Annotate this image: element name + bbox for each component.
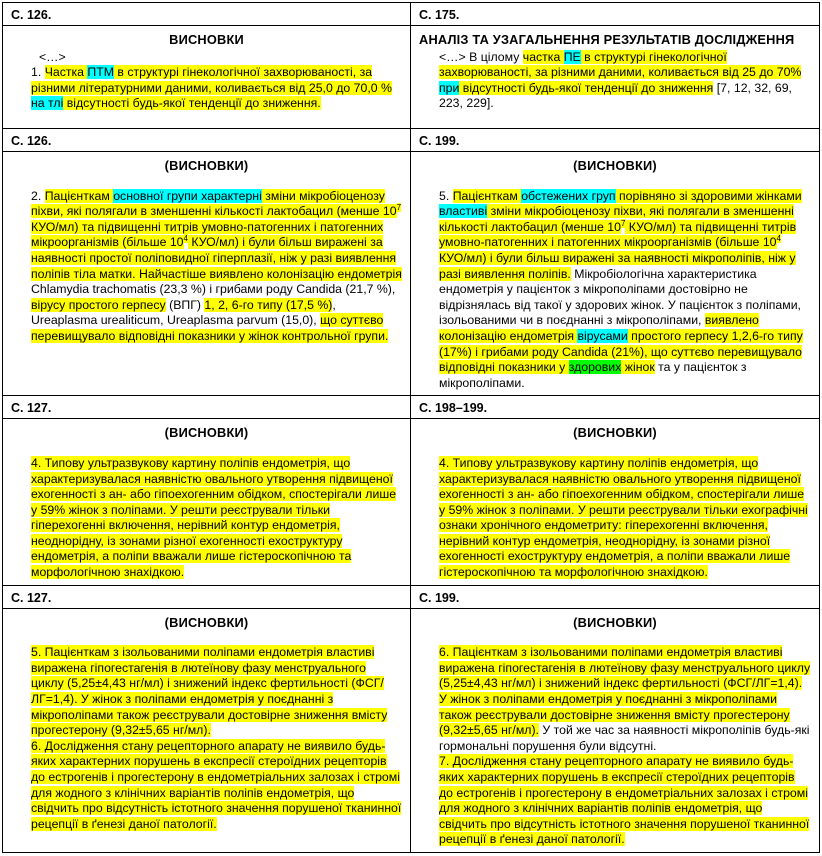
content-row xyxy=(3,26,820,129)
page-ref-row xyxy=(3,396,820,419)
paragraph: 4. Типову ультразвукову картину поліпів ендометрія, що характеризувалася наявністю овального утворення підвищеної ехогенності з ан- або гіпоехогенним обідком, спостерігали лише у 59% жінок з поліпами. У решти реєстрували тільки ехографічні ознаки хронічного ендометриту: гіперехогенні включення, нерівний контур ендометрія, неоднорідну, із зонами різної ехогенності ехоструктуру ендометрія, а поліпи вважали лише гістероскопічною та морфологічною знахідкою. xyxy=(439,455,808,580)
left-page-ref: С. 126. xyxy=(3,129,411,152)
right-page-ref: С. 198–199. xyxy=(411,396,820,419)
left-cell xyxy=(3,26,411,129)
right-cell xyxy=(411,152,820,396)
left-cell xyxy=(3,152,411,396)
left-cell xyxy=(3,419,411,585)
paragraph: <…> В цілому частка ПЕ в структурі гінекологічної захворюваності, за різними даними, коливається від 25 до 70% при відсутності будь-якої тенденції до зниження [7, 12, 32, 69, 223, 229]. xyxy=(439,49,802,111)
content-row xyxy=(3,419,820,585)
content-row xyxy=(3,152,820,396)
paragraph: 2. Пацієнткам основної групи характерні зміни мікробіоценозу піхви, які полягали в зменшенні кількості лактобацил (менше $10^7$ КУО/мл) та підвищенні титрів умовно-патогенних і патогенних мікроорганізмів (більше $10^4$ КУО/мл) і були більш виражені за наявності простої поліповидної гіперплазії, ніж у разі виявлення поліпів тіла матки. Найчастіше виявлено колонізацію ендометрія Chlamydia trachomatis (23,3 %) і грибами роду Candida (21,7 %), вірусу простого герпесу (ВПГ) 1, 2, 6-го типу (17,5 %), Ureaplasma urealiticum, Ureaplasma parvum (15,0), що суттєво перевищувало відповідні показники у жінок контрольної групи. xyxy=(31,188,402,343)
section-heading: (ВИСНОВКИ) xyxy=(573,158,657,173)
page-ref-row xyxy=(3,585,820,608)
left-page-ref: С. 126. xyxy=(3,3,411,26)
right-cell xyxy=(411,419,820,585)
section-heading: (ВИСНОВКИ) xyxy=(164,614,249,630)
comparison-table xyxy=(2,2,820,853)
page-ref-row xyxy=(3,129,820,152)
section-heading: (ВИСНОВКИ) xyxy=(164,158,249,173)
right-page-ref: С. 199. xyxy=(411,129,820,152)
right-cell xyxy=(411,608,820,852)
paragraph: 1. Частка ПТМ в структурі гінекологічної захворюваності, за різними літературними даними, коливається від 25,0 до 70,0 % на тлі відсутності будь-якої тенденції до зниження. xyxy=(31,65,392,111)
page-ref-row xyxy=(3,3,820,26)
left-cell xyxy=(3,608,411,852)
right-cell xyxy=(411,26,820,129)
section-heading: (ВИСНОВКИ) xyxy=(573,425,657,441)
section-heading: (ВИСНОВКИ) xyxy=(164,425,249,441)
right-page-ref: С. 175. xyxy=(411,3,820,26)
section-heading: (ВИСНОВКИ) xyxy=(573,614,657,630)
paragraph: 7. Дослідження стану рецепторного апарату не виявило будь-яких характерних порушень в експресії стероїдних рецепторів до естрогенів і прогестерону в ендометріальних залозах і стромі для жодного з клінічних варіантів поліпів ендометрія, що свідчить про відсутність істотного значення порушеної тканинної рецепції в ґенезі даної патології. xyxy=(439,754,810,847)
paragraph: 4. Типову ультразвукову картину поліпів ендометрія, що характеризувалася наявністю овального утворення підвищеної ехогенності з ан- або гіпоехогенним обідком, спостерігали лише у 59% жінок з поліпами. У решти реєстрували тільки гіперехогенні включення, нерівний контур ендометрія, неоднорідну, із зонами різної ехогенності ехоструктуру ендометрія, а поліпи вважали лише гістероскопічною та морфологічною знахідкою. xyxy=(31,455,397,580)
content-row xyxy=(3,608,820,852)
paragraph: 6. Дослідження стану рецепторного апарату не виявило будь-яких характерних порушень в експресії стероїдних рецепторів до естрогенів і прогестерону в ендометріальних залозах і стромі для жодного з клінічних варіантів поліпів ендометрія, що свідчить про відсутність істотного значення порушеної тканинної рецепції в ґенезі даної патології. xyxy=(31,738,402,831)
section-heading: ВИСНОВКИ xyxy=(169,32,244,47)
section-heading: АНАЛІЗ ТА УЗАГАЛЬНЕННЯ РЕЗУЛЬТАТІВ ДОСЛІДЖЕННЯ xyxy=(419,32,795,47)
left-page-ref: С. 127. xyxy=(3,585,411,608)
paragraph: 5. Пацієнткам з ізольованими поліпами ендометрія властиві виражена гіпогестагенія в лютеїнову фазу менструального циклу (5,25±4,43 нг/мл) і знижений індекс фертильності (ФСГ/ЛГ=1,4). У жінок з поліпами ендометрія у поєднанні з мікрополіпами також реєстрували достовірне зниження вмісту прогестерону (9,32±5,65 нг/мл). xyxy=(31,645,388,738)
paragraph: 6. Пацієнткам з ізольованими поліпами ендометрія властиві виражена гіпогестагенія в лютеїнову фазу менструального циклу (5,25±4,43 нг/мл) і знижений індекс фертильності (ФСГ/ЛГ=1,4). У жінок з поліпами ендометрія у поєднанні з мікрополіпами також реєстрували достовірне зниження вмісту прогестерону (9,32±5,65 нг/мл). У той же час за наявності мікрополіпів будь-які гормональні порушення були відсутні. xyxy=(439,645,811,753)
paragraph: 5. Пацієнткам обстежених груп порівняно зі здоровими жінками властиві зміни мікробіоценозу піхви, які полягали в зменшенні кількості лактобацил (менше $10^7$ КУО/мл) та підвищенні титрів умовно-патогенних і патогенних мікроорганізмів (більше $10^4$ КУО/мл) і були більш виражені за наявності мікрополіпів, ніж у разі виявлення поліпів. Мікробіологічна характеристика ендометрія у пацієнток з мікрополіпами достовірно не відрізнялась від такої у здорових жінок. У пацієнток з поліпами, ізольованими чи в поєднанні з мікрополіпами, виявлено колонізацію ендометрія вірусами простого герпесу 1,2,6-го типу (17%) і грибами роду Candida (21%), що суттєво перевищувало відповідні показники у здорових жінок та у пацієнток з мікрополіпами. xyxy=(439,188,803,390)
ellipsis: <…> xyxy=(39,49,66,64)
right-page-ref: С. 199. xyxy=(411,585,820,608)
left-page-ref: С. 127. xyxy=(3,396,411,419)
